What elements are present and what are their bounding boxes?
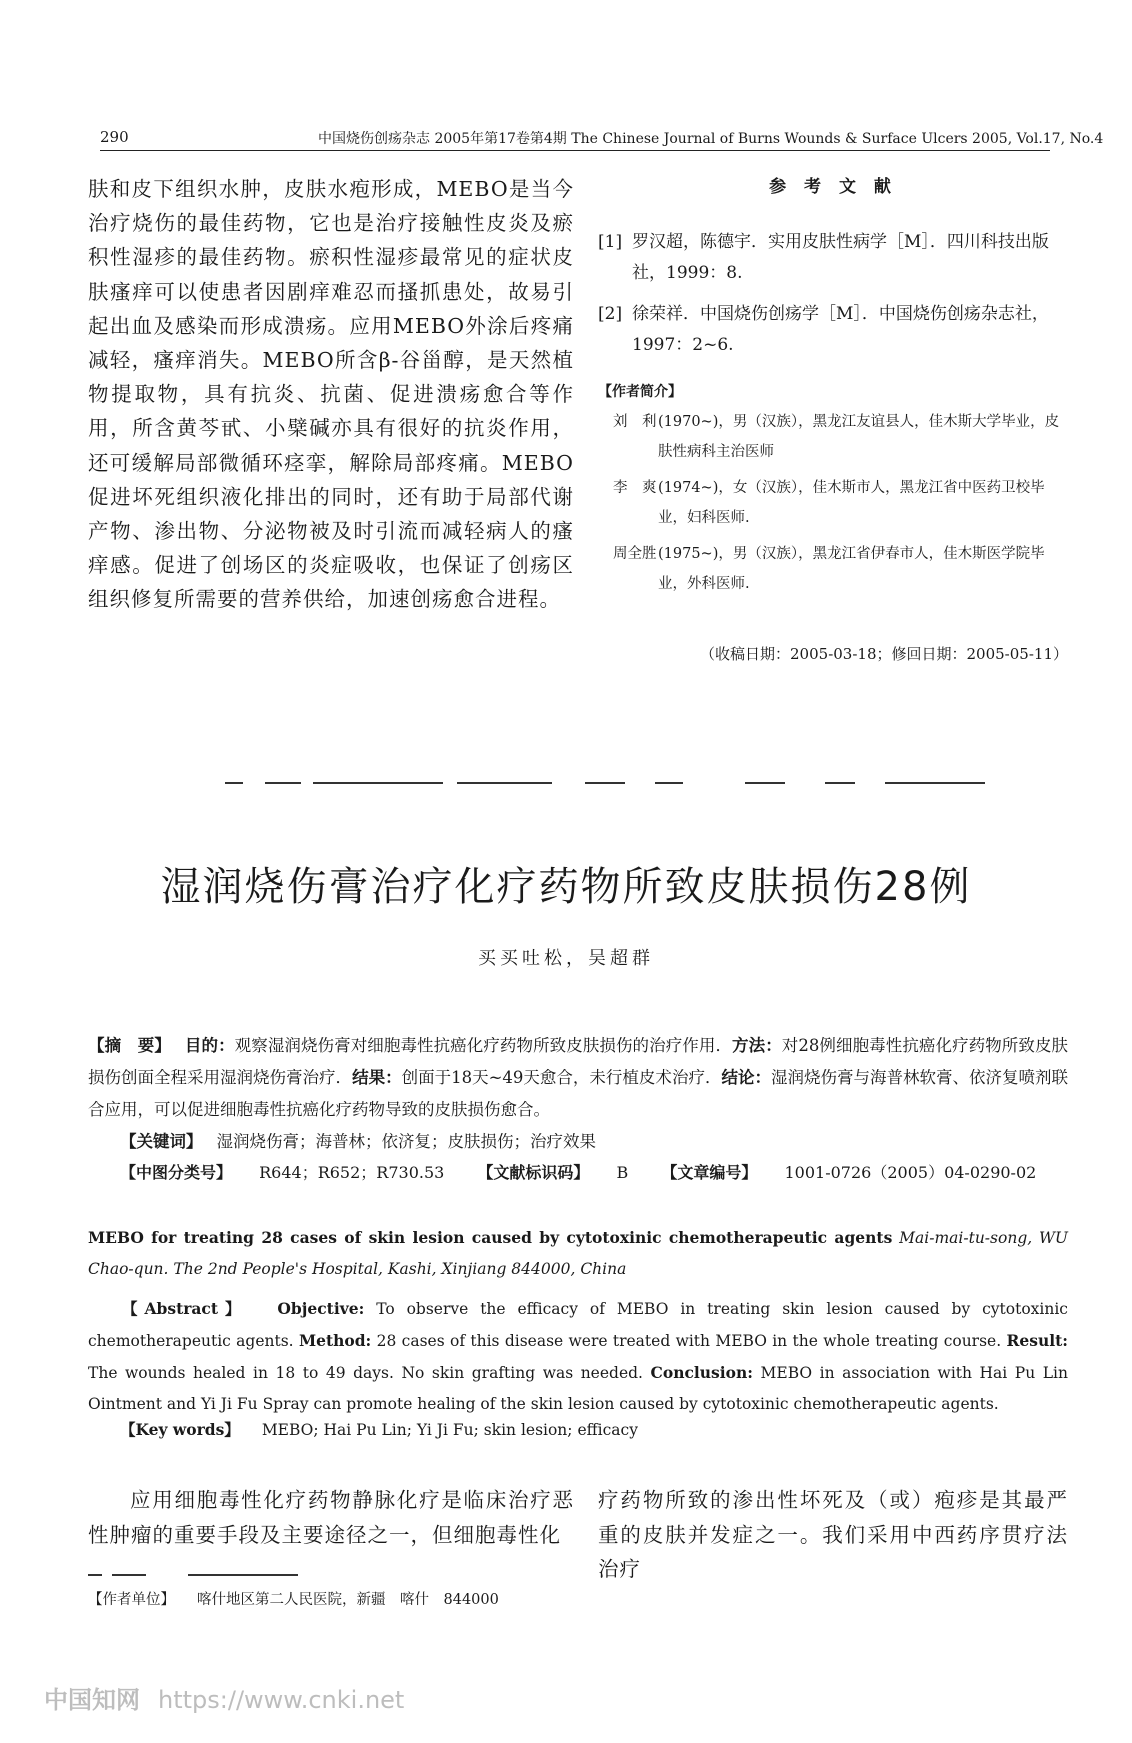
english-title-block bbox=[88, 1222, 1068, 1285]
footnote-label: 【作者单位】 bbox=[88, 1592, 175, 1608]
received-dates: （收稿日期：2005-03-18；修回日期：2005-05-11） bbox=[700, 645, 1068, 663]
watermark-brand: 中国知网 bbox=[44, 1686, 140, 1714]
conclusion-label: 结论： bbox=[721, 1068, 771, 1087]
english-keywords-label: 【Key words】 bbox=[120, 1420, 240, 1439]
keywords-label: 【关键词】 bbox=[120, 1132, 203, 1151]
reference-item bbox=[598, 299, 1068, 361]
article-title: 湿润烧伤膏治疗化疗药物所致皮肤损伤28例 bbox=[160, 864, 972, 910]
author-name: 刘 利 bbox=[613, 414, 657, 430]
footnote-rule bbox=[88, 1574, 298, 1576]
prev-article-body: 肤和皮下组织水肿，皮肤水疱形成，MEBO是当今治疗烧伤的最佳药物，它也是治疗接触性皮炎及瘀积性湿疹的最佳药物。瘀积性湿疹最常见的症状皮肤瘙痒可以使患者因剧痒难忍而搔抓患处，故易引起出血及感染而形成溃疡。应用MEBO外涂后疼痛减轻，瘙痒消失。MEBO所含β-谷甾醇，是天然植物提取物，具有抗炎、抗菌、促进溃疡愈合等作用，所含黄芩甙、小檗碱亦具有很好的抗炎作用，还可缓解局部微循环痉挛，解除局部疼痛。MEBO促进坏死组织液化排出的同时，还有助于局部代谢产物、渗出物、分泌物被及时引流而减轻病人的瘙痒感。促进了创场区的炎症吸收，也保证了创疡区组织修复所需要的营养供给，加速创疡愈合进程。 bbox=[88, 177, 574, 612]
header-rule bbox=[100, 150, 1050, 151]
author-name: 李 爽 bbox=[613, 480, 657, 496]
author-affiliation-footnote bbox=[88, 1588, 499, 1609]
keywords-row bbox=[88, 1126, 1068, 1158]
classification-row bbox=[120, 1160, 1036, 1183]
english-result-label: Result: bbox=[1006, 1331, 1068, 1350]
chinese-abstract bbox=[88, 1030, 1068, 1158]
english-conclusion: MEBO in association with Hai Pu Lin Ointment and Yi Ji Fu Spray can promote healing of the skin lesion caused by cytotoxinic chemotherapeutic agents. bbox=[88, 1364, 1068, 1413]
english-result: The wounds healed in 18 to 49 days. No skin grafting was needed. bbox=[88, 1364, 643, 1382]
article-body-right: 疗药物所致的渗出性坏死及（或）疱疹是其最严重的皮肤并发症之一。我们采用中西药序贯疗法治疗 bbox=[598, 1488, 1068, 1581]
english-method: 28 cases of this disease were treated with MEBO in the whole treating course. bbox=[376, 1332, 1002, 1350]
author-bio bbox=[598, 407, 1068, 467]
article-authors: 买买吐松，吴超群 bbox=[478, 948, 654, 969]
objective-label: 目的： bbox=[184, 1036, 235, 1055]
method-text: 对28例细胞毒性抗癌化疗药物所致皮肤损伤创面全程采用湿润烧伤膏治疗． bbox=[88, 1036, 1069, 1087]
conclusion-text: 湿润烧伤膏与海普林软膏、依济复喷剂联合应用，可以促进细胞毒性抗癌化疗药物导致的皮肤损伤愈合。 bbox=[88, 1068, 1069, 1119]
article-body-left: 应用细胞毒性化疗药物静脉化疗是临床治疗恶性肿瘤的重要手段及主要途径之一，但细胞毒性化 bbox=[88, 1488, 574, 1547]
english-keywords: MEBO; Hai Pu Lin; Yi Ji Fu; skin lesion; efficacy bbox=[261, 1421, 638, 1439]
reference-item bbox=[598, 227, 1068, 289]
english-title: MEBO for treating 28 cases of skin lesion caused by cytotoxinic chemotherapeutic agents bbox=[88, 1228, 893, 1247]
reference-text: 罗汉超，陈德宇．实用皮肤性病学［M］．四川科技出版社，1999：8. bbox=[632, 232, 1049, 283]
english-affiliation: The 2nd People's Hospital, Kashi, Xinjiang 844000, China bbox=[173, 1260, 627, 1278]
watermark-url: https://www.cnki.net bbox=[158, 1686, 405, 1714]
author-bio-text: (1974~)，女（汉族），佳木斯市人，黑龙江省中医药卫校毕业，妇科医师. bbox=[658, 480, 1045, 526]
result-text: 创面于18天~49天愈合，未行植皮术治疗． bbox=[401, 1068, 722, 1087]
author-intro-title: 【作者简介】 bbox=[598, 384, 682, 400]
objective-text: 观察湿润烧伤膏对细胞毒性抗癌化疗药物所致皮肤损伤的治疗作用． bbox=[234, 1036, 733, 1055]
article-no-label: 【文章编号】 bbox=[661, 1163, 758, 1182]
english-method-label: Method: bbox=[298, 1331, 372, 1350]
doc-code-value: B bbox=[616, 1163, 629, 1182]
clc-label: 【中图分类号】 bbox=[120, 1163, 233, 1182]
article-separator bbox=[225, 782, 985, 784]
journal-header: 中国烧伤创疡杂志 2005年第17卷第4期 The Chinese Journal of Burns Wounds & Surface Ulcers 2005, Vol.17, No.4 bbox=[318, 131, 1104, 147]
author-bio bbox=[598, 539, 1068, 599]
english-authors: Mai-mai-tu-song, WU Chao-qun. bbox=[88, 1229, 1068, 1278]
english-objective-label: Objective: bbox=[277, 1299, 365, 1318]
reference-number: [1] bbox=[598, 232, 623, 252]
result-label: 结果： bbox=[352, 1068, 402, 1087]
prev-article-sidebar bbox=[598, 172, 1068, 664]
doc-code-label: 【文献标识码】 bbox=[477, 1163, 590, 1182]
clc-value: R644；R652；R730.53 bbox=[259, 1163, 445, 1182]
english-keywords-row bbox=[120, 1418, 638, 1440]
english-objective: To observe the efficacy of MEBO in treating skin lesion caused by cytotoxinic chemotherapeutic agents. bbox=[88, 1300, 1068, 1350]
author-bio bbox=[598, 473, 1068, 533]
reference-text: 徐荣祥．中国烧伤创疡学［M］．中国烧伤创疡杂志社，1997：2~6. bbox=[632, 304, 1049, 355]
reference-number: [2] bbox=[598, 304, 623, 324]
keywords-text: 湿润烧伤膏；海普林；依济复；皮肤损伤；治疗效果 bbox=[216, 1132, 596, 1151]
footnote-text: 喀什地区第二人民医院，新疆 喀什 844000 bbox=[197, 1592, 499, 1608]
english-conclusion-label: Conclusion: bbox=[650, 1363, 753, 1382]
cnki-watermark bbox=[44, 1680, 404, 1715]
english-abstract bbox=[88, 1222, 1068, 1420]
method-label: 方法： bbox=[732, 1036, 782, 1055]
english-abstract-body bbox=[88, 1293, 1068, 1420]
article-no-value: 1001-0726（2005）04-0290-02 bbox=[784, 1163, 1037, 1182]
abstract-label: 【摘 要】 bbox=[88, 1036, 171, 1055]
english-abstract-label: 【Abstract】 bbox=[122, 1299, 248, 1318]
references-title: 参 考 文 献 bbox=[769, 177, 897, 197]
author-name: 周全胜 bbox=[613, 546, 657, 562]
page-number: 290 bbox=[100, 128, 129, 146]
author-bio-text: (1975~)，男（汉族），黑龙江省伊春市人，佳木斯医学院毕业，外科医师. bbox=[658, 546, 1045, 592]
author-bio-text: (1970~)，男（汉族），黑龙江友谊县人，佳木斯大学毕业，皮肤性病科主治医师 bbox=[658, 414, 1060, 460]
